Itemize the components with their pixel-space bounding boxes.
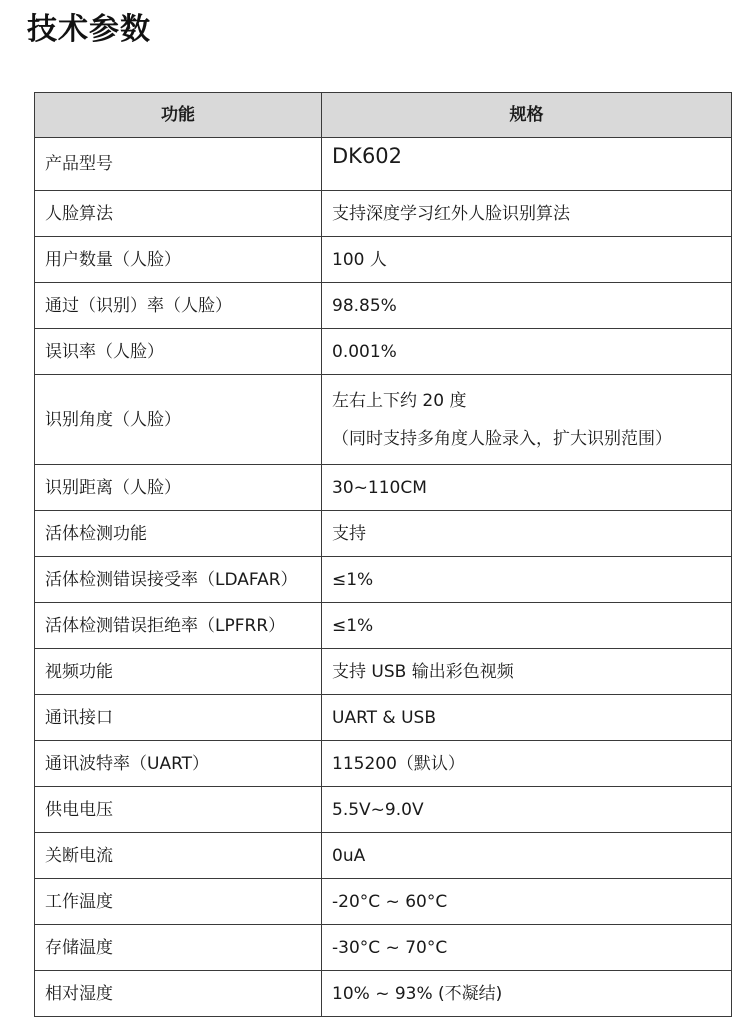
- feature-cell: 人脸算法: [35, 191, 322, 237]
- table-row: [35, 971, 732, 1017]
- spec-cell: 115200（默认）: [322, 741, 732, 787]
- spec-cell: 100 人: [322, 237, 732, 283]
- spec-cell: 98.85%: [322, 283, 732, 329]
- spec-cell: ≤1%: [322, 603, 732, 649]
- table-row: [35, 329, 732, 375]
- table-row: [35, 695, 732, 741]
- feature-cell: 产品型号: [35, 138, 322, 191]
- feature-cell: 活体检测功能: [35, 511, 322, 557]
- spec-cell: 5.5V~9.0V: [322, 787, 732, 833]
- feature-cell: 识别距离（人脸）: [35, 465, 322, 511]
- feature-cell: 相对湿度: [35, 971, 322, 1017]
- header-row: [35, 93, 732, 138]
- table-row: [35, 138, 732, 191]
- spec-table: [34, 92, 732, 1017]
- table-row: [35, 787, 732, 833]
- table-row: [35, 833, 732, 879]
- table-row: [35, 741, 732, 787]
- feature-cell: 误识率（人脸）: [35, 329, 322, 375]
- table-row: [35, 879, 732, 925]
- feature-cell: 供电电压: [35, 787, 322, 833]
- table-row: [35, 283, 732, 329]
- feature-cell: 工作温度: [35, 879, 322, 925]
- spec-cell: 0.001%: [322, 329, 732, 375]
- feature-cell: 通过（识别）率（人脸）: [35, 283, 322, 329]
- spec-cell: -20°C ~ 60°C: [322, 879, 732, 925]
- spec-cell: 30~110CM: [322, 465, 732, 511]
- feature-cell: 识别角度（人脸）: [35, 375, 322, 465]
- spec-cell: ≤1%: [322, 557, 732, 603]
- table-row: [35, 649, 732, 695]
- spec-table-body: [35, 138, 732, 1017]
- feature-cell: 视频功能: [35, 649, 322, 695]
- table-row: [35, 375, 732, 465]
- table-row: [35, 557, 732, 603]
- header-spec: 规格: [322, 93, 732, 138]
- spec-cell: [322, 375, 732, 465]
- spec-cell: 10% ~ 93% (不凝结): [322, 971, 732, 1017]
- table-row: [35, 925, 732, 971]
- feature-cell: 活体检测错误拒绝率（LPFRR）: [35, 603, 322, 649]
- table-row: [35, 465, 732, 511]
- table-row: [35, 191, 732, 237]
- spec-cell: UART & USB: [322, 695, 732, 741]
- spec-cell: -30°C ~ 70°C: [322, 925, 732, 971]
- feature-cell: 通讯波特率（UART）: [35, 741, 322, 787]
- table-row: [35, 237, 732, 283]
- spec-cell: DK602: [322, 138, 732, 191]
- feature-cell: 存储温度: [35, 925, 322, 971]
- feature-cell: 活体检测错误接受率（LDAFAR）: [35, 557, 322, 603]
- spec-cell: 0uA: [322, 833, 732, 879]
- spec-table-header: [35, 93, 732, 138]
- spec-line-1: 左右上下约 20 度: [332, 390, 467, 411]
- feature-cell: 用户数量（人脸）: [35, 237, 322, 283]
- spec-line-2: （同时支持多角度人脸录入，扩大识别范围）: [332, 428, 672, 449]
- feature-cell: 关断电流: [35, 833, 322, 879]
- header-feature: 功能: [35, 93, 322, 138]
- table-row: [35, 603, 732, 649]
- spec-cell: 支持 USB 输出彩色视频: [322, 649, 732, 695]
- page-title: 技术参数: [27, 12, 151, 47]
- feature-cell: 通讯接口: [35, 695, 322, 741]
- spec-cell: 支持: [322, 511, 732, 557]
- table-row: [35, 511, 732, 557]
- spec-cell: 支持深度学习红外人脸识别算法: [322, 191, 732, 237]
